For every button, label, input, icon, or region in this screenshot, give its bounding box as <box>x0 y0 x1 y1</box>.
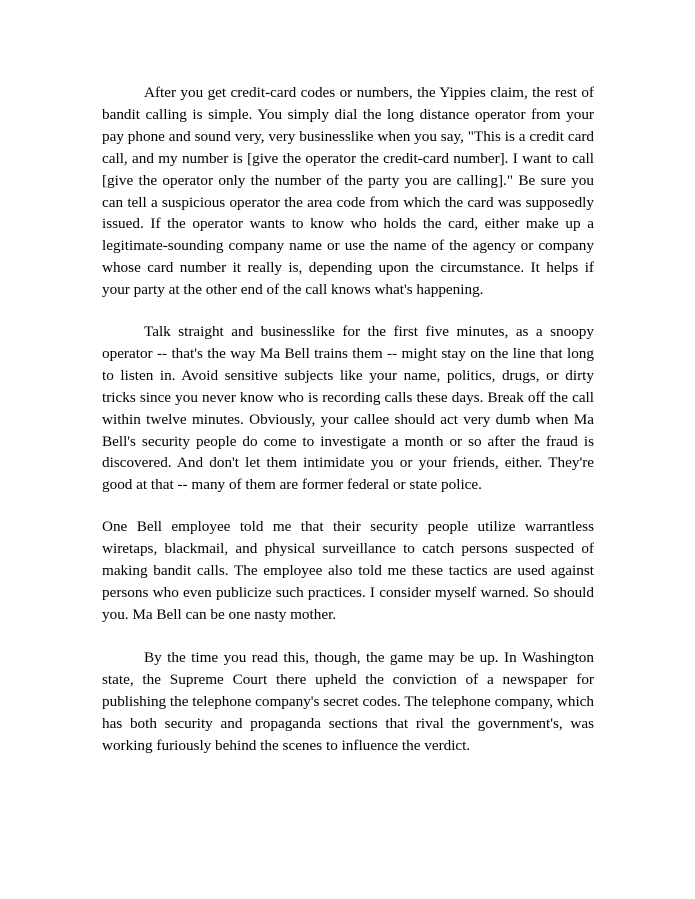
paragraph-bandit-calling: After you get credit-card codes or numbers, the Yippies claim, the rest of bandit calling is simple. You simply dial the long distance operator from your pay phone and sound very, very businesslike when you say, "This is a credit card call, and my number is [give the operator the credit-card number]. I want to call [give the operator only the number of the party you are calling]." Be sure you can tell a suspicious operator the area code from which the card was supposedly issued. If the operator wants to know who holds the card, either make up a legitimate-sounding company name or use the name of the agency or company whose card number it really is, depending upon the circumstance. It helps if your party at the other end of the call knows what's happening. <box>102 84 594 299</box>
paragraph-supreme-court: By the time you read this, though, the game may be up. In Washington state, the Supreme Court there upheld the conviction of a newspaper for publishing the telephone company's secret codes. The telephone company, which has both security and propaganda sections that rival the government's, was working furiously behind the scenes to influence the verdict. <box>102 649 594 754</box>
paragraph-bell-employee: One Bell employee told me that their security people utilize warrantless wiretaps, blackmail, and physical surveillance to catch persons suspected of making bandit calls. The employee also told me these tactics are used against persons who even publicize such practices. I consider myself warned. So should you. Ma Bell can be one nasty mother. <box>102 518 594 623</box>
paragraph-talk-straight: Talk straight and businesslike for the first five minutes, as a snoopy operator -- that's the way Ma Bell trains them -- might stay on the line that long to listen in. Avoid sensitive subjects like your name, politics, drugs, or dirty tricks since you never know who is recording calls these days. Break off the call within twelve minutes. Obviously, your callee should act very dumb when Ma Bell's security people do come to investigate a month or so after the fraud is discovered. And don't let them intimidate you or your friends, either. They're good at that -- many of them are former federal or state police. <box>102 323 594 494</box>
